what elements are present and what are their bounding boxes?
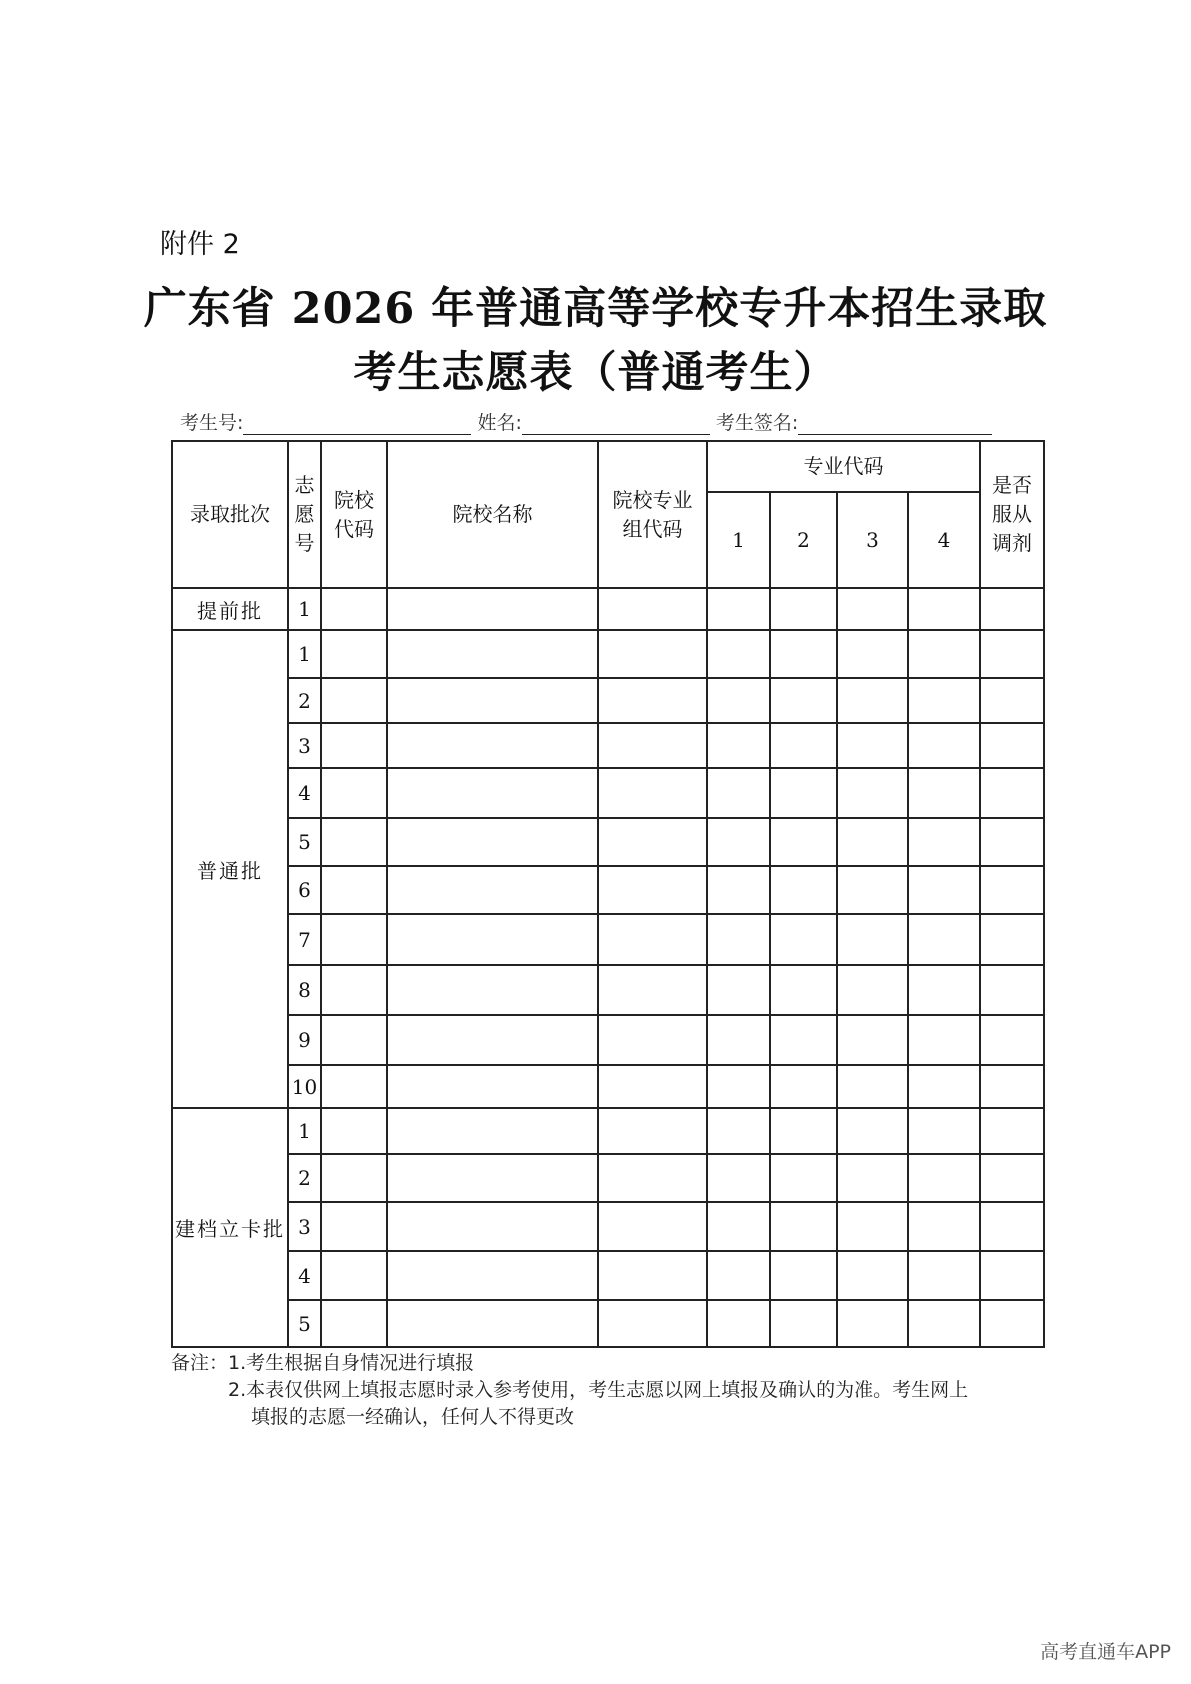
school-name-cell[interactable] (387, 1065, 598, 1108)
table-row (172, 768, 1044, 818)
school-name-cell[interactable] (387, 1154, 598, 1202)
accept-adjustment-cell[interactable] (980, 818, 1044, 866)
choice-number-cell: 9 (288, 1015, 321, 1065)
major-code-1-cell[interactable] (707, 1154, 770, 1202)
signature-blank[interactable] (798, 414, 992, 435)
major-code-4-cell[interactable] (908, 965, 980, 1015)
signature-label: 考生签名: (715, 412, 799, 434)
major-code-1-cell[interactable] (707, 818, 770, 866)
school-name-cell[interactable] (387, 1251, 598, 1300)
major-code-2-cell[interactable] (770, 965, 837, 1015)
major-group-code-cell[interactable] (598, 914, 707, 965)
batch-cell: 提前批 (172, 588, 288, 630)
school-code-cell[interactable] (321, 818, 387, 866)
major-code-1-cell[interactable] (707, 866, 770, 914)
school-code-cell[interactable] (321, 630, 387, 678)
school-name-cell[interactable] (387, 818, 598, 866)
school-name-cell[interactable] (387, 914, 598, 965)
note-line-1: 备注：1.考生根据自身情况进行填报 (171, 1352, 475, 1374)
major-code-3-cell[interactable] (837, 1202, 908, 1251)
school-name-cell[interactable] (387, 630, 598, 678)
major-code-1-cell[interactable] (707, 1251, 770, 1300)
major-code-4-cell[interactable] (908, 1300, 980, 1347)
choice-number-cell: 5 (288, 1300, 321, 1347)
school-code-cell[interactable] (321, 1251, 387, 1300)
major-code-4-cell[interactable] (908, 1108, 980, 1154)
major-group-code-cell[interactable] (598, 818, 707, 866)
document-title-line2: 考生志愿表（普通考生） (353, 348, 838, 398)
major-code-2-cell[interactable] (770, 588, 837, 630)
table-row (172, 1065, 1044, 1108)
major-code-3-cell[interactable] (837, 1065, 908, 1108)
table-row (172, 588, 1044, 630)
accept-adjustment-cell[interactable] (980, 1202, 1044, 1251)
major-code-1-cell[interactable] (707, 588, 770, 630)
choice-number-cell: 3 (288, 1202, 321, 1251)
major-code-3-cell[interactable] (837, 630, 908, 678)
header-major-4: 4 (908, 492, 980, 588)
school-code-cell[interactable] (321, 914, 387, 965)
major-code-4-cell[interactable] (908, 818, 980, 866)
major-code-4-cell[interactable] (908, 723, 980, 768)
major-group-code-cell[interactable] (598, 588, 707, 630)
choice-number-cell: 1 (288, 588, 321, 630)
major-code-4-cell[interactable] (908, 768, 980, 818)
school-name-cell[interactable] (387, 866, 598, 914)
major-code-4-cell[interactable] (908, 678, 980, 723)
accept-adjustment-cell[interactable] (980, 965, 1044, 1015)
choice-number-cell: 1 (288, 1108, 321, 1154)
major-code-4-cell[interactable] (908, 1065, 980, 1108)
major-code-3-cell[interactable] (837, 1154, 908, 1202)
school-code-cell[interactable] (321, 965, 387, 1015)
school-code-cell[interactable] (321, 768, 387, 818)
exam-number-label: 考生号: (180, 412, 244, 434)
notes (171, 1350, 968, 1431)
accept-adjustment-cell[interactable] (980, 630, 1044, 678)
major-group-code-cell[interactable] (598, 1015, 707, 1065)
accept-adjustment-cell[interactable] (980, 1065, 1044, 1108)
choice-number-cell: 4 (288, 1251, 321, 1300)
major-code-4-cell[interactable] (908, 1154, 980, 1202)
accept-adjustment-cell[interactable] (980, 723, 1044, 768)
school-name-cell[interactable] (387, 723, 598, 768)
school-name-cell[interactable] (387, 1015, 598, 1065)
school-code-cell[interactable] (321, 1202, 387, 1251)
major-code-3-cell[interactable] (837, 965, 908, 1015)
choice-number-cell: 10 (288, 1065, 321, 1108)
school-name-cell[interactable] (387, 588, 598, 630)
major-code-4-cell[interactable] (908, 914, 980, 965)
accept-adjustment-cell[interactable] (980, 678, 1044, 723)
major-code-2-cell[interactable] (770, 1251, 837, 1300)
major-code-2-cell[interactable] (770, 818, 837, 866)
choice-number-cell: 2 (288, 1154, 321, 1202)
major-code-1-cell[interactable] (707, 1300, 770, 1347)
header-choice-number: 志愿号 (288, 441, 321, 588)
major-code-4-cell[interactable] (908, 1202, 980, 1251)
exam-number-blank[interactable] (243, 414, 471, 435)
school-name-cell[interactable] (387, 965, 598, 1015)
table-row (172, 1202, 1044, 1251)
batch-cell: 建档立卡批 (172, 1108, 288, 1347)
table-row (172, 818, 1044, 866)
major-code-2-cell[interactable] (770, 914, 837, 965)
major-code-3-cell[interactable] (837, 588, 908, 630)
major-code-3-cell[interactable] (837, 1108, 908, 1154)
major-code-1-cell[interactable] (707, 1202, 770, 1251)
application-table (171, 440, 1045, 1348)
table-row (172, 866, 1044, 914)
table-row (172, 1108, 1044, 1154)
major-group-code-cell[interactable] (598, 1065, 707, 1108)
major-code-2-cell[interactable] (770, 1108, 837, 1154)
major-code-3-cell[interactable] (837, 723, 908, 768)
school-name-cell[interactable] (387, 1300, 598, 1347)
accept-adjustment-cell[interactable] (980, 1251, 1044, 1300)
major-code-2-cell[interactable] (770, 1202, 837, 1251)
school-code-cell[interactable] (321, 588, 387, 630)
school-code-cell[interactable] (321, 1108, 387, 1154)
school-code-cell[interactable] (321, 723, 387, 768)
school-code-cell[interactable] (321, 1065, 387, 1108)
major-code-2-cell[interactable] (770, 630, 837, 678)
choice-number-cell: 6 (288, 866, 321, 914)
choice-number-cell: 4 (288, 768, 321, 818)
accept-adjustment-cell[interactable] (980, 1300, 1044, 1347)
major-code-4-cell[interactable] (908, 866, 980, 914)
major-code-2-cell[interactable] (770, 1154, 837, 1202)
choice-number-cell: 8 (288, 965, 321, 1015)
major-group-code-cell[interactable] (598, 965, 707, 1015)
major-code-2-cell[interactable] (770, 723, 837, 768)
table-row (172, 1154, 1044, 1202)
major-group-code-cell[interactable] (598, 768, 707, 818)
batch-cell: 普通批 (172, 630, 288, 1108)
accept-adjustment-cell[interactable] (980, 1108, 1044, 1154)
school-name-cell[interactable] (387, 678, 598, 723)
school-code-cell[interactable] (321, 678, 387, 723)
major-code-2-cell[interactable] (770, 768, 837, 818)
major-code-1-cell[interactable] (707, 914, 770, 965)
note-line-3: 填报的志愿一经确认，任何人不得更改 (251, 1406, 575, 1428)
choice-number-cell: 1 (288, 630, 321, 678)
major-code-3-cell[interactable] (837, 1251, 908, 1300)
choice-number-cell: 3 (288, 723, 321, 768)
major-code-3-cell[interactable] (837, 914, 908, 965)
school-name-cell[interactable] (387, 1108, 598, 1154)
header-major-2: 2 (770, 492, 837, 588)
major-group-code-cell[interactable] (598, 866, 707, 914)
major-group-code-cell[interactable] (598, 678, 707, 723)
major-code-4-cell[interactable] (908, 1251, 980, 1300)
major-group-code-cell[interactable] (598, 723, 707, 768)
major-code-1-cell[interactable] (707, 1065, 770, 1108)
school-code-cell[interactable] (321, 1015, 387, 1065)
school-code-cell[interactable] (321, 1300, 387, 1347)
table-row (172, 1015, 1044, 1065)
major-code-2-cell[interactable] (770, 1300, 837, 1347)
choice-number-cell: 7 (288, 914, 321, 965)
header-accept-adjustment: 是否服从调剂 (980, 441, 1044, 588)
attachment-label: 附件 2 (160, 229, 240, 260)
major-code-1-cell[interactable] (707, 1108, 770, 1154)
major-code-4-cell[interactable] (908, 588, 980, 630)
major-code-2-cell[interactable] (770, 866, 837, 914)
major-code-1-cell[interactable] (707, 1015, 770, 1065)
school-code-cell[interactable] (321, 1154, 387, 1202)
school-name-cell[interactable] (387, 768, 598, 818)
major-code-1-cell[interactable] (707, 630, 770, 678)
name-blank[interactable] (522, 414, 710, 435)
accept-adjustment-cell[interactable] (980, 588, 1044, 630)
header-major-group-code: 院校专业组代码 (598, 441, 707, 588)
table-row (172, 1300, 1044, 1347)
major-group-code-cell[interactable] (598, 1108, 707, 1154)
major-group-code-cell[interactable] (598, 1251, 707, 1300)
choice-number-cell: 2 (288, 678, 321, 723)
document-title-line1: 广东省 2026 年普通高等学校专升本招生录取 (143, 284, 1048, 334)
table-row (172, 723, 1044, 768)
header-major-3: 3 (837, 492, 908, 588)
header-school-name: 院校名称 (387, 441, 598, 588)
school-code-cell[interactable] (321, 866, 387, 914)
table-row (172, 678, 1044, 723)
watermark: 高考直通车APP (1040, 1641, 1171, 1663)
major-code-3-cell[interactable] (837, 1015, 908, 1065)
table-row (172, 914, 1044, 965)
accept-adjustment-cell[interactable] (980, 914, 1044, 965)
major-code-1-cell[interactable] (707, 723, 770, 768)
major-code-1-cell[interactable] (707, 768, 770, 818)
candidate-info-line (180, 408, 992, 435)
major-code-4-cell[interactable] (908, 630, 980, 678)
major-code-3-cell[interactable] (837, 768, 908, 818)
major-group-code-cell[interactable] (598, 1300, 707, 1347)
major-group-code-cell[interactable] (598, 630, 707, 678)
table-row (172, 1251, 1044, 1300)
major-code-3-cell[interactable] (837, 818, 908, 866)
major-code-2-cell[interactable] (770, 1015, 837, 1065)
major-code-1-cell[interactable] (707, 965, 770, 1015)
header-school-code: 院校代码 (321, 441, 387, 588)
name-label: 姓名: (477, 412, 522, 434)
major-code-2-cell[interactable] (770, 1065, 837, 1108)
header-major-code: 专业代码 (707, 441, 980, 492)
major-group-code-cell[interactable] (598, 1202, 707, 1251)
header-batch: 录取批次 (172, 441, 288, 588)
choice-number-cell: 5 (288, 818, 321, 866)
major-code-4-cell[interactable] (908, 1015, 980, 1065)
header-major-1: 1 (707, 492, 770, 588)
table-row (172, 630, 1044, 678)
table-row (172, 965, 1044, 1015)
accept-adjustment-cell[interactable] (980, 768, 1044, 818)
accept-adjustment-cell[interactable] (980, 1154, 1044, 1202)
school-name-cell[interactable] (387, 1202, 598, 1251)
accept-adjustment-cell[interactable] (980, 866, 1044, 914)
major-code-1-cell[interactable] (707, 678, 770, 723)
major-group-code-cell[interactable] (598, 1154, 707, 1202)
major-code-3-cell[interactable] (837, 678, 908, 723)
major-code-2-cell[interactable] (770, 678, 837, 723)
note-line-2: 2.本表仅供网上填报志愿时录入参考使用，考生志愿以网上填报及确认的为准。考生网上 (228, 1379, 969, 1401)
major-code-3-cell[interactable] (837, 1300, 908, 1347)
major-code-3-cell[interactable] (837, 866, 908, 914)
accept-adjustment-cell[interactable] (980, 1015, 1044, 1065)
